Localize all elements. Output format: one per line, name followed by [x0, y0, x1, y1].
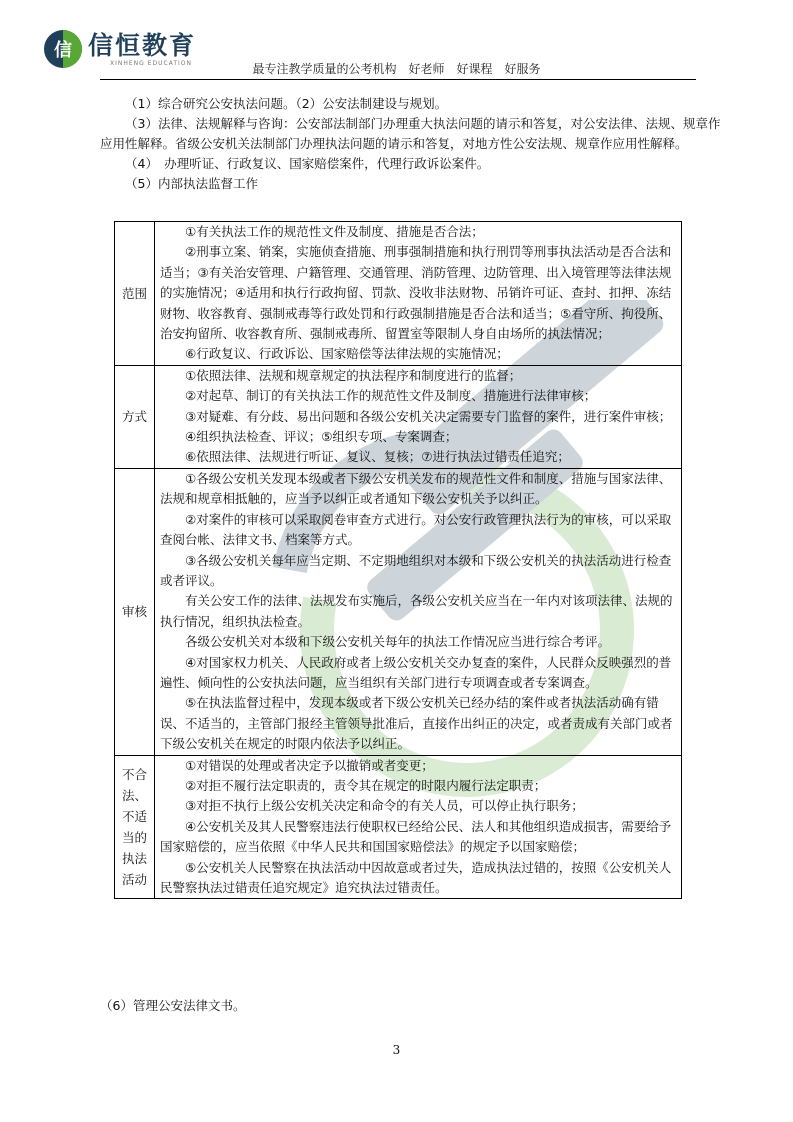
page-number: 3 [392, 1043, 401, 1057]
row-category: 方式 [115, 365, 155, 468]
paragraph: （3）法律、法规解释与咨询：公安部法制部门办理重大执法问题的请示和答复，对公安法律、法规、规章作应用性解释。省级公安机关法制部门办理执法问题的请示和答复，对地方性公安法规、规章作应用性解释。 [100, 116, 721, 151]
logo-name: 信恒教育 [88, 30, 197, 60]
body-text [100, 94, 725, 194]
header-slogan: 最专注教学质量的公考机构 好老师 好课程 好服务 [252, 62, 541, 76]
table-row [115, 755, 682, 899]
table-item: ①依照法律、法规和规章规定的执法程序和制度进行的监督； [185, 367, 522, 383]
table-item: ④对国家权力机关、人民政府或者上级公安机关交办复查的案件，人民群众反映强烈的普遍性、倾向性的公安执法问题，应当组织有关部门进行专项调查或者专案调查。 [160, 654, 672, 690]
table-item: ⑥行政复议、行政诉讼、国家赔偿等法律法规的实施情况； [185, 346, 509, 362]
table-item: ①各级公安机关发现本级或者下级公安机关发布的规范性文件和制度、措施与国家法律、法规和规章相抵触的，应当予以纠正或者通知下级公安机关予以纠正。 [160, 470, 672, 507]
table-row [115, 222, 682, 366]
table-item: ⑤在执法监督过程中，发现本级或者下级公安机关已经办结的案件或者执法活动确有错误、不适当的，主管部门报经主管领导批准后，直接作出纠正的决定，或者责成有关部门或者下级公安机关在规定的时限内依法予以纠正。 [160, 695, 673, 752]
closing-paragraph: （6）管理公安法律文书。 [100, 998, 246, 1013]
table-item: ②刑事立案、销案，实施侦查措施、刑事强制措施和执行刑罚等刑事执法活动是否合法和适当；③有关治安管理、户籍管理、交通管理、消防管理、边防管理、出入境管理等法律法规的实施情况；④适用和执行行政拘留、罚款、没收非法财物、吊销许可证、查封、扣押、冻结财物、收容教育、强制戒毒等行政处罚和行政强制措施是否合法和适当；⑤看守所、拘役所、治安拘留所、收容教育所、强制戒毒所、留置室等限制人身自由场所的执法情况； [160, 244, 672, 342]
table-item: ⑤公安机关人民警察在执法活动中因故意或者过失，造成执法过错的，按照《公安机关人民警察执法过错责任追究规定》追究执法过错责任。 [160, 859, 672, 895]
logo-subtitle: XINHENG EDUCATION [110, 59, 192, 67]
table-item: ⑥依照法律、法规进行听证、复议、复核；⑦进行执法过错责任追究； [185, 449, 570, 465]
row-content [155, 365, 682, 468]
table-item: 各级公安机关对本级和下级公安机关每年的执法工作情况应当进行综合考评。 [185, 634, 611, 650]
table-item: ①对错误的处理或者决定予以撤销或者变更； [185, 757, 434, 773]
header-divider [100, 79, 696, 80]
table-item: ②对拒不履行法定职责的，责令其在规定的时限内履行法定职责； [185, 777, 547, 793]
row-content [155, 222, 682, 366]
table-item: ③各级公安机关每年应当定期、不定期地组织对本级和下级公安机关的执法活动进行检查或者评议。 [160, 552, 672, 588]
table-row [115, 365, 682, 468]
supervision-table [114, 221, 682, 899]
row-category: 范围 [115, 222, 155, 366]
row-category: 审核 [115, 468, 155, 755]
paragraph: （1）综合研究公安执法问题。（2）公安法制建设与规划。 [125, 96, 448, 111]
table-item: ②对起草、制订的有关执法工作的规范性文件及制度、措施进行法律审核； [185, 388, 597, 404]
table-item: ③对拒不执行上级公安机关决定和命令的有关人员，可以停止执行职务； [185, 798, 584, 814]
table-item: 有关公安工作的法律、法规发布实施后，各级公安机关应当在一年内对该项法律、法规的执行情况，组织执法检查。 [160, 593, 673, 629]
table-item: ③对疑难、有分歧、易出问题和各级公安机关决定需要专门监督的案件，进行案件审核； [185, 408, 672, 424]
table-item: ④公安机关及其人民警察违法行使职权已经给公民、法人和其他组织造成损害，需要给予国家赔偿的，应当依照《中华人民共和国国家赔偿法》的规定予以国家赔偿； [160, 818, 672, 855]
paragraph: （5）内部执法监督工作 [125, 176, 258, 191]
table-item: ①有关执法工作的规范性文件及制度、措施是否合法； [185, 224, 484, 239]
row-category: 不合 法、 不适 当的 执法 活动 [115, 755, 155, 899]
table-item: ②对案件的审核可以采取阅卷审查方式进行。对公安行政管理执法行为的审核，可以采取查阅台帐、法律文书、档案等方式。 [160, 511, 672, 548]
table-item: ④组织执法检查、评议；⑤组织专项、专案调查； [185, 429, 458, 445]
table-row [115, 468, 682, 755]
logo-icon: 信 [44, 30, 82, 68]
row-content [155, 755, 682, 899]
paragraph: （4） 办理听证、行政复议、国家赔偿案件，代理行政诉讼案件。 [125, 156, 490, 171]
row-content [155, 468, 682, 755]
